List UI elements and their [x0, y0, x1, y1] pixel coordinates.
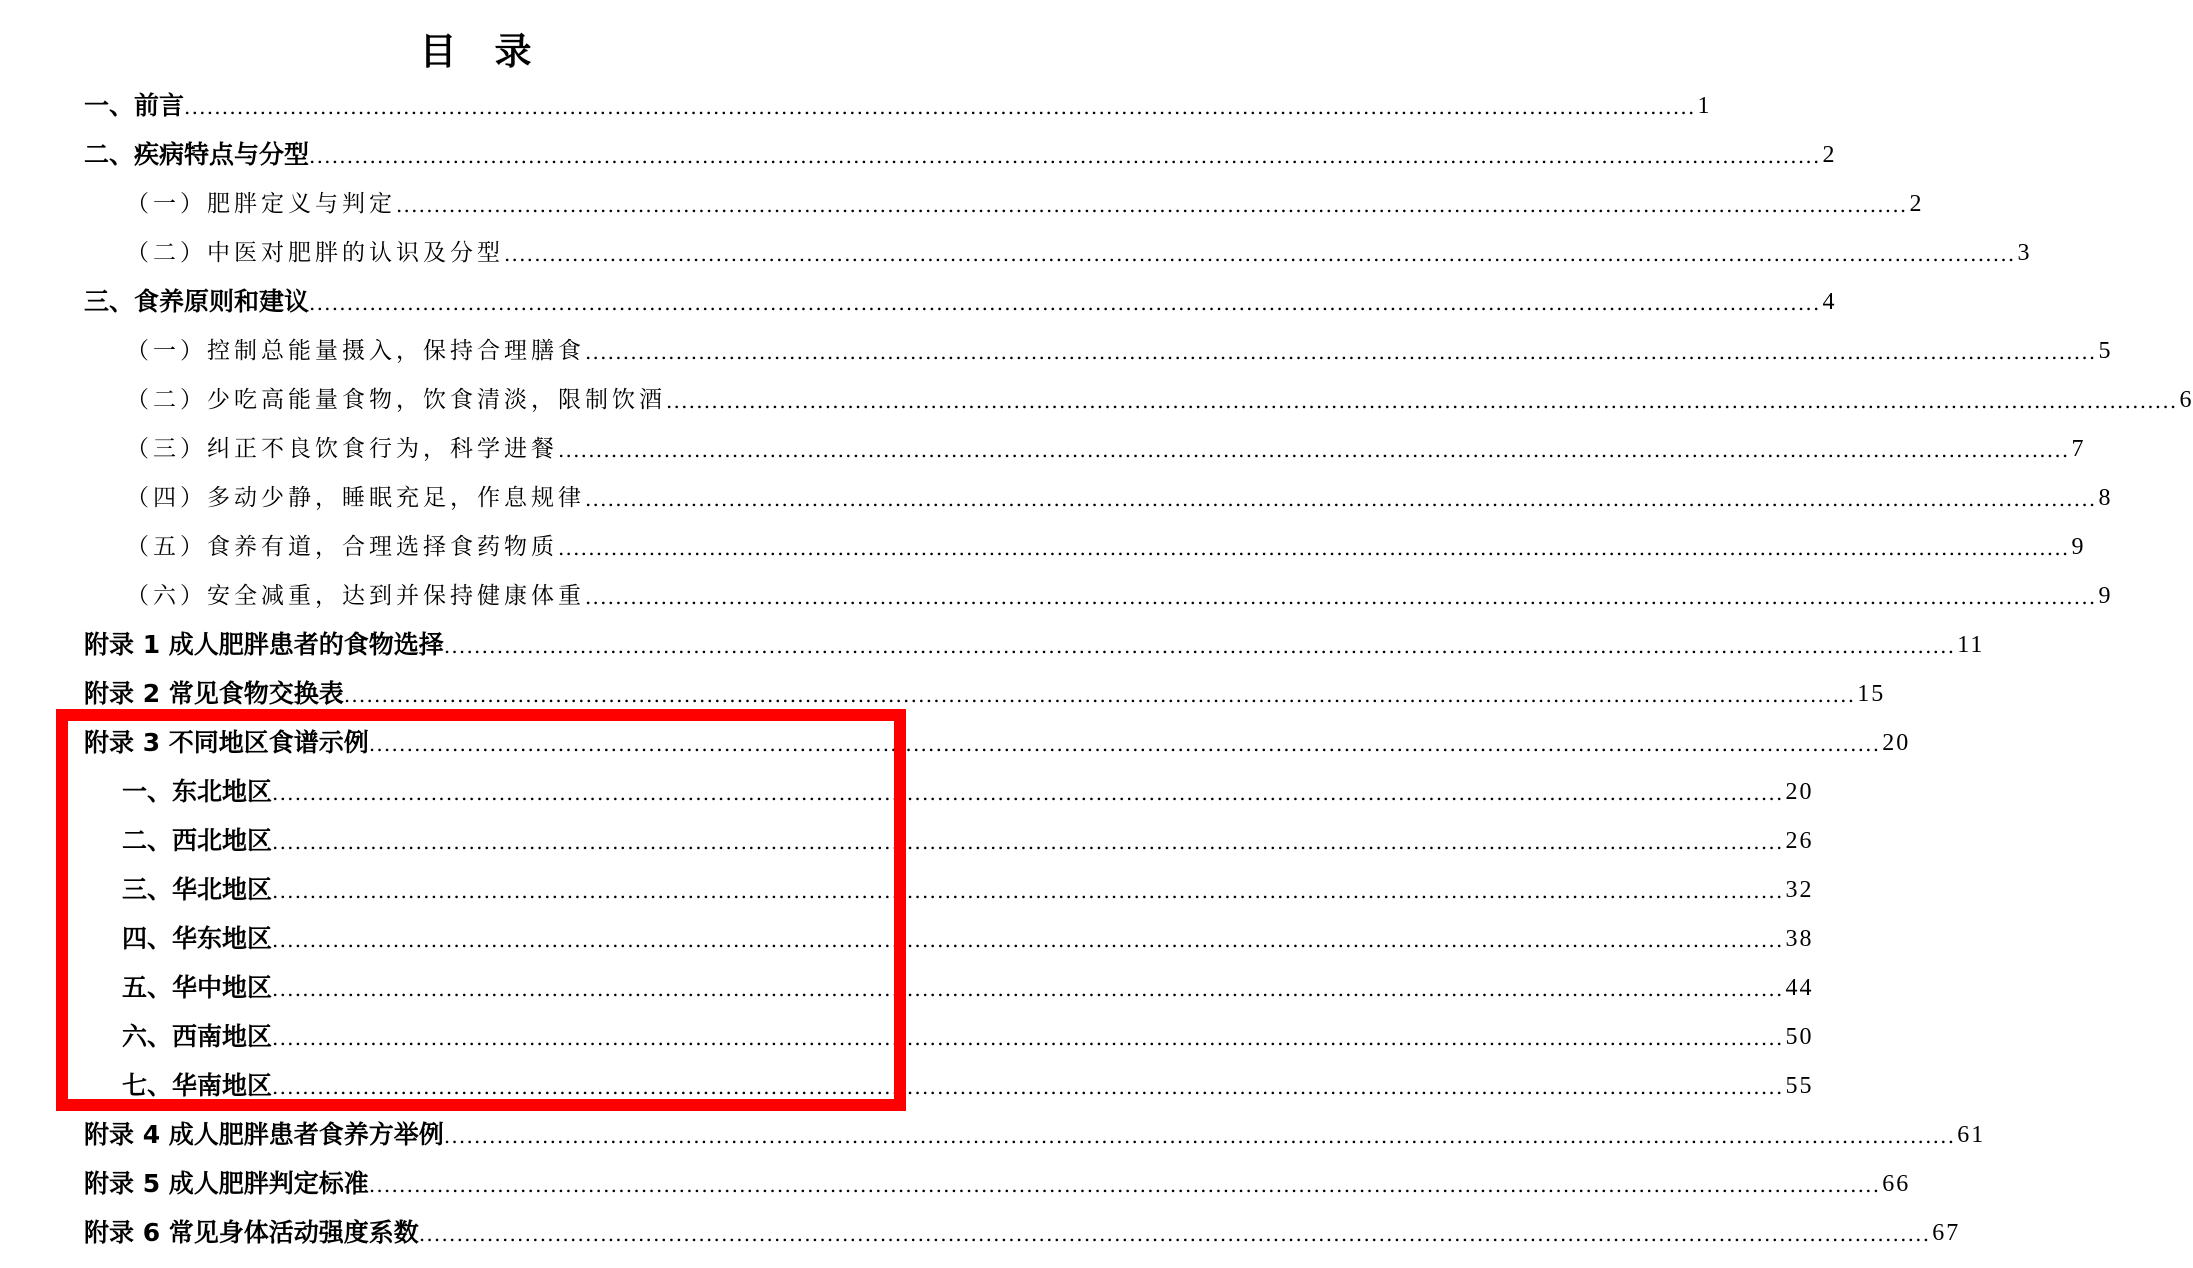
toc-entry-north-china[interactable]	[122, 868, 1814, 908]
toc-entry-label: 四、华东地区	[122, 924, 273, 953]
dot-leader: ........................................................................................................................................................................................................	[585, 585, 2097, 609]
toc-page-number: 61	[1957, 1122, 1986, 1148]
toc-page-number: 3	[2017, 240, 2032, 266]
toc-entry-label: 二、西北地区	[122, 826, 273, 855]
toc-entry-appendix-6[interactable]	[84, 1211, 1961, 1251]
page-title	[0, 22, 951, 82]
dot-leader: ........................................................................................................................................................................................................	[443, 1124, 1956, 1148]
toc-entry-label: （三）纠正不良饮食行为，科学进餐	[126, 436, 558, 462]
toc-page-number: 11	[1957, 632, 1985, 658]
title-char-1: 目	[419, 30, 457, 73]
toc-entry-appendix-5[interactable]	[84, 1162, 1911, 1202]
toc-entry-label: 一、前言	[84, 91, 185, 120]
toc-entry-label: 六、西南地区	[122, 1022, 273, 1051]
toc-entry-northwest[interactable]	[122, 819, 1814, 859]
toc-entry-label: 附录 5 成人肥胖判定标准	[84, 1169, 369, 1198]
dot-leader: ........................................................................................................................................................................................................	[368, 1173, 1881, 1197]
toc-page-number: 2	[1909, 191, 1924, 217]
toc-entry-less-high-energy-food[interactable]	[126, 378, 2193, 418]
dot-leader: ........................................................................................................................................................................................................	[585, 487, 2097, 511]
dot-leader: ........................................................................................................................................................................................................	[272, 977, 1784, 1001]
toc-entry-east-china[interactable]	[122, 917, 1814, 957]
dot-leader: ........................................................................................................................................................................................................	[272, 781, 1784, 805]
toc-page-number: 6	[2179, 387, 2193, 413]
toc-page-number: 55	[1785, 1073, 1814, 1099]
toc-page-number: 4	[1822, 289, 1837, 315]
toc-page-number: 44	[1785, 975, 1814, 1001]
toc-entry-southwest[interactable]	[122, 1015, 1814, 1055]
dot-leader: ........................................................................................................................................................................................................	[558, 438, 2070, 462]
toc-page-number: 50	[1785, 1024, 1814, 1050]
toc-entry-preface[interactable]	[84, 84, 1712, 124]
dot-leader: ........................................................................................................................................................................................................	[443, 634, 1956, 658]
toc-entry-label: （二）中医对肥胖的认识及分型	[126, 240, 504, 266]
dot-leader: ........................................................................................................................................................................................................	[309, 144, 1821, 168]
toc-entry-appendix-1[interactable]	[84, 623, 1985, 663]
toc-entry-label: 七、华南地区	[122, 1071, 273, 1100]
toc-page-number: 15	[1857, 681, 1886, 707]
toc-page-number: 32	[1785, 877, 1814, 903]
dot-leader: ........................................................................................................................................................................................................	[309, 291, 1821, 315]
toc-entry-label: 三、华北地区	[122, 875, 273, 904]
toc-entry-disease-features[interactable]	[84, 133, 1837, 173]
toc-entry-label: 附录 6 常见身体活动强度系数	[84, 1218, 419, 1247]
dot-leader: ........................................................................................................................................................................................................	[272, 1075, 1784, 1099]
dot-leader: ........................................................................................................................................................................................................	[184, 95, 1696, 119]
dot-leader: ........................................................................................................................................................................................................	[368, 732, 1881, 756]
dot-leader: ........................................................................................................................................................................................................	[504, 242, 2016, 266]
dot-leader: ........................................................................................................................................................................................................	[272, 830, 1784, 854]
toc-page-number: 66	[1882, 1171, 1911, 1197]
toc-entry-appendix-3[interactable]	[84, 721, 1911, 761]
toc-entry-northeast[interactable]	[122, 770, 1814, 810]
dot-leader: ........................................................................................................................................................................................................	[272, 928, 1784, 952]
toc-page-number: 67	[1932, 1220, 1961, 1246]
toc-entry-label: （四）多动少静，睡眠充足，作息规律	[126, 485, 585, 511]
toc-page-number: 5	[2098, 338, 2113, 364]
toc-page-number: 9	[2071, 534, 2086, 560]
toc-entry-obesity-definition[interactable]	[126, 182, 1924, 222]
toc-entry-label: 附录 1 成人肥胖患者的食物选择	[84, 630, 444, 659]
toc-page-number: 20	[1882, 730, 1911, 756]
toc-entry-label: （一）控制总能量摄入，保持合理膳食	[126, 338, 585, 364]
toc-entry-label: 附录 4 成人肥胖患者食养方举例	[84, 1120, 444, 1149]
dot-leader: ........................................................................................................................................................................................................	[585, 340, 2097, 364]
dot-leader: ........................................................................................................................................................................................................	[396, 193, 1908, 217]
toc-entry-label: （二）少吃高能量食物，饮食清淡，限制饮酒	[126, 387, 666, 413]
toc-entry-label: （一）肥胖定义与判定	[126, 191, 396, 217]
toc-entry-label: 五、华中地区	[122, 973, 273, 1002]
dot-leader: ........................................................................................................................................................................................................	[343, 683, 1856, 707]
toc-entry-energy-control[interactable]	[126, 329, 2113, 369]
toc-entry-appendix-2[interactable]	[84, 672, 1886, 712]
toc-entry-central-china[interactable]	[122, 966, 1814, 1006]
toc-entry-south-china[interactable]	[122, 1064, 1814, 1104]
toc-page-number: 1	[1697, 93, 1712, 119]
toc-entry-eating-behavior[interactable]	[126, 427, 2086, 467]
toc-page-number: 38	[1785, 926, 1814, 952]
dot-leader: ........................................................................................................................................................................................................	[272, 1026, 1784, 1050]
toc-page-number: 7	[2071, 436, 2086, 462]
toc-page-number: 9	[2098, 583, 2113, 609]
toc-entry-label: 二、疾病特点与分型	[84, 140, 310, 169]
toc-entry-label: 三、食养原则和建议	[84, 287, 310, 316]
toc-page-number: 20	[1785, 779, 1814, 805]
toc-entry-food-medicine[interactable]	[126, 525, 2086, 565]
toc-entry-dietary-principles[interactable]	[84, 280, 1837, 320]
toc-entry-label: （六）安全减重，达到并保持健康体重	[126, 583, 585, 609]
toc-entry-safe-weight-loss[interactable]	[126, 574, 2113, 614]
toc-page-number: 8	[2098, 485, 2113, 511]
dot-leader: ........................................................................................................................................................................................................	[666, 389, 2178, 413]
toc-entry-label: 附录 3 不同地区食谱示例	[84, 728, 369, 757]
toc-entry-tcm-classification[interactable]	[126, 231, 2032, 271]
toc-entry-activity-sleep[interactable]	[126, 476, 2113, 516]
dot-leader: ........................................................................................................................................................................................................	[558, 536, 2070, 560]
toc-entry-label: （五）食养有道，合理选择食药物质	[126, 534, 558, 560]
dot-leader: ........................................................................................................................................................................................................	[272, 879, 1784, 903]
toc-page-number: 2	[1822, 142, 1837, 168]
toc-entry-label: 一、东北地区	[122, 777, 273, 806]
toc-page-number: 26	[1785, 828, 1814, 854]
dot-leader: ........................................................................................................................................................................................................	[418, 1222, 1931, 1246]
toc-entry-appendix-4[interactable]	[84, 1113, 1986, 1153]
title-char-2: 录	[494, 30, 532, 73]
toc-entry-label: 附录 2 常见食物交换表	[84, 679, 344, 708]
